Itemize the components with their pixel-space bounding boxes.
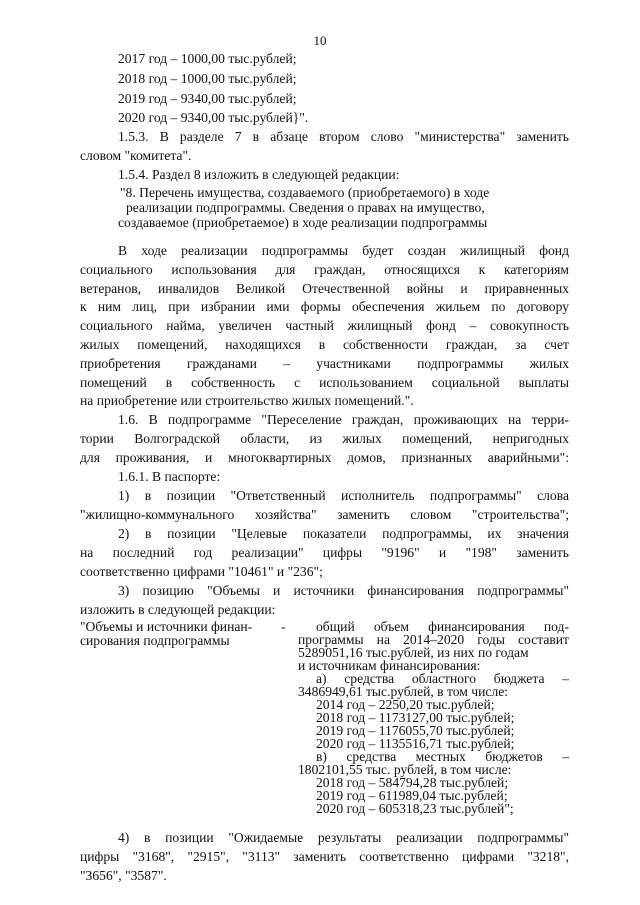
table-dash: - bbox=[281, 619, 286, 634]
paragraph-line: тории Волгоградской области, из жилых помещений, непригодных bbox=[80, 431, 569, 446]
table-year-line: 2020 год – 1135516,71 тыс.рублей; bbox=[316, 736, 515, 751]
paragraph-line: жилых помещений, находящихся в собственности граждан, за счет bbox=[80, 337, 569, 352]
paragraph-line: цифры "3168", "2915", "3113" заменить соответственно цифрами "3218", bbox=[80, 849, 569, 864]
table-right-line: общий объем финансирования под- bbox=[316, 619, 569, 634]
paragraph-line: соответственно цифрами "10461" и "236"; bbox=[80, 564, 323, 579]
paragraph-line: изложить в следующей редакции: bbox=[80, 602, 276, 617]
table-year-line: 2020 год – 605318,23 тыс.рублей"; bbox=[316, 801, 514, 816]
year-line: 2018 год – 1000,00 тыс.рублей; bbox=[118, 71, 297, 86]
table-left-cell: сирования подпрограммы bbox=[80, 633, 230, 648]
paragraph-line: приобретения гражданами – участниками подпрограммы жилых bbox=[80, 356, 569, 371]
paragraph-line: В ходе реализации подпрограммы будет создан жилищный фонд bbox=[118, 243, 569, 258]
table-year-line: 2014 год – 2250,20 тыс.рублей; bbox=[316, 697, 495, 712]
paragraph-line: 1) в позиции "Ответственный исполнитель подпрограммы" слова bbox=[118, 488, 569, 503]
table-right-line: и источникам финансирования: bbox=[298, 658, 481, 673]
year-line: 2019 год – 9340,00 тыс.рублей; bbox=[118, 91, 297, 106]
paragraph-line: помещений в собственность с использованием социальной выплаты bbox=[80, 375, 569, 390]
table-right-line: 5289051,16 тыс.рублей, из них по годам bbox=[298, 645, 529, 660]
year-line: 2017 год – 1000,00 тыс.рублей; bbox=[118, 51, 297, 66]
paragraph-line: социального использования для граждан, относящихся к категориям bbox=[80, 262, 569, 277]
table-year-line: 2018 год – 1173127,00 тыс.рублей; bbox=[316, 710, 515, 725]
table-right-line: 1802101,55 тыс. рублей, в том числе: bbox=[298, 762, 512, 777]
paragraph-line: 1.5.4. Раздел 8 изложить в следующей редакции: bbox=[118, 167, 400, 182]
table-year-line: 2019 год – 1176055,70 тыс.рублей; bbox=[316, 723, 515, 738]
paragraph-line: для проживания, и многоквартирных домов, признанных аварийными": bbox=[80, 450, 569, 465]
page-number: 10 bbox=[313, 33, 327, 48]
year-line: 2020 год – 9340,00 тыс.рублей}". bbox=[118, 110, 309, 125]
paragraph-line: "жилищно-коммунального хозяйства" заменить словом "строительства"; bbox=[80, 507, 569, 522]
paragraph-line: 1.6.1. В паспорте: bbox=[118, 469, 221, 484]
paragraph-line: 2) в позиции "Целевые показатели подпрограммы, их значения bbox=[118, 526, 569, 541]
table-year-line: 2018 год – 584794,28 тыс.рублей; bbox=[316, 775, 509, 790]
table-left-cell: "Объемы и источники финан- bbox=[80, 619, 253, 634]
section-title-line: "8. Перечень имущества, создаваемого (приобретаемого) в ходе bbox=[120, 185, 490, 200]
table-year-line: 2019 год – 611989,04 тыс.рублей; bbox=[316, 788, 508, 803]
paragraph-line: 3) позицию "Объемы и источники финансирования подпрограммы" bbox=[118, 583, 569, 598]
paragraph-line: на последний год реализации" цифры "9196" и "198" заменить bbox=[80, 545, 569, 560]
paragraph-line: социального найма, увеличен частный жилищный фонд – совокупность bbox=[80, 318, 569, 333]
paragraph-line: 1.6. В подпрограмме "Переселение граждан, проживающих на терри- bbox=[118, 412, 569, 427]
paragraph-line: словом "комитета". bbox=[80, 148, 192, 163]
paragraph-line: ветеранов, инвалидов Великой Отечественной войны и приравненных bbox=[80, 281, 569, 296]
table-right-line: 3486949,61 тыс.рублей, в том числе: bbox=[298, 684, 509, 699]
paragraph-line: 4) в позиции "Ожидаемые результаты реализации подпрограммы" bbox=[118, 830, 569, 845]
table-right-line: в) средства местных бюджетов – bbox=[316, 749, 569, 764]
table-right-line: а) средства областного бюджета – bbox=[316, 671, 569, 686]
paragraph-line: на приобретение или строительство жилых помещений.". bbox=[80, 393, 414, 408]
paragraph-line: к ним лиц, при избрании ими формы обеспечения жильем по договору bbox=[80, 299, 569, 314]
table-right-line: программы на 2014–2020 годы составит bbox=[298, 632, 569, 647]
section-title-line: создаваемое (приобретаемое) в ходе реализации подпрограммы bbox=[118, 215, 488, 230]
section-title-line: реализации подпрограммы. Сведения о правах на имущество, bbox=[126, 200, 485, 215]
paragraph-line: 1.5.3. В разделе 7 в абзаце втором слово "министерства" заменить bbox=[118, 129, 569, 144]
paragraph-line: "3656", "3587". bbox=[80, 868, 167, 883]
